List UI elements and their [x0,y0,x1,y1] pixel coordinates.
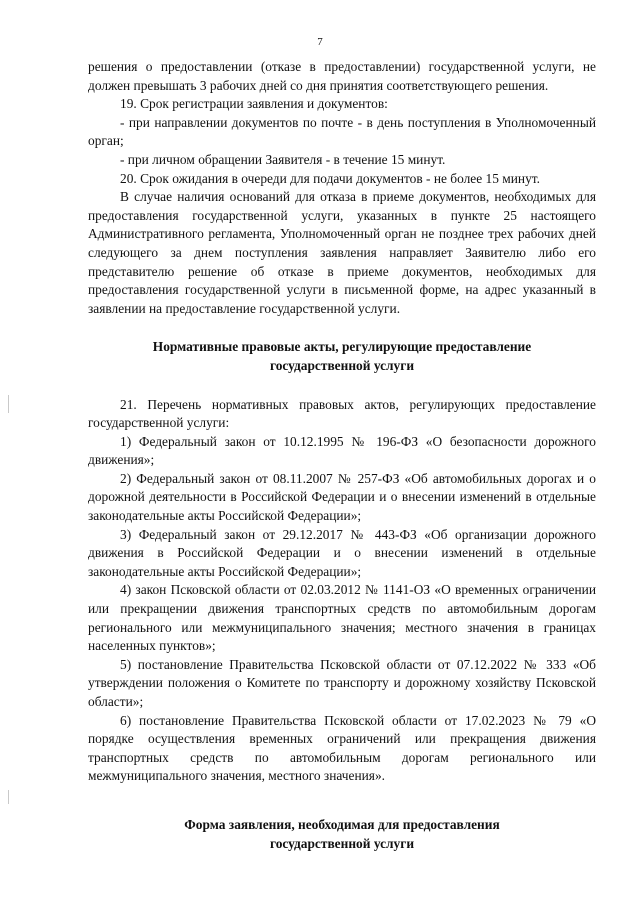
legal-act-item-4: 4) закон Псковской области от 02.03.2012 № 1141-ОЗ «О временных ограничении или прекращении движения транспортных средств по автомобильным дорогам регионального или межмуниципального значения; местного значения в границах населенных пунктов»; [88,582,596,654]
legal-act-item-2: 2) Федеральный закон от 08.11.2007 № 257-ФЗ «Об автомобильных дорогах и о дорожной деятельности в Российской Федерации и о внесении изменений в отдельные законодательные акты Российской Федерации»; [88,470,596,524]
legal-act-item-1: 1) Федеральный закон от 10.12.1995 № 196-ФЗ «О безопасности дорожного движения»; [88,433,596,468]
legal-act-item-6: 6) постановление Правительства Псковской области от 17.02.2023 № 79 «О порядке осуществления временных ограничений или прекращения движения транспортных средств по автомобильным дорогам регионального или межмуниципального значения, местного значения». [88,712,596,784]
margin-scan-mark [8,790,9,804]
paragraph-refusal: В случае наличия оснований для отказа в приеме документов, необходимых для предоставления государственной услуги, указанных в пункте 25 настоящего Административного регламента, Уполномоченный орган не позднее трех рабочих дней следующего за днем поступления заявления направляет Заявителю либо его представителю решение об отказе в приеме документов, необходимых для предоставления государственной услуги в письменной форме, на адрес указанный в заявлении на предоставление государственной услуги. [88,189,596,316]
paragraph-19-mail: - при направлении документов по почте - в день поступления в Уполномоченный орган; [88,114,596,149]
paragraph-20: 20. Срок ожидания в очереди для подачи документов - не более 15 минут. [120,170,540,186]
page-number: 7 [317,36,323,48]
paragraph-continuation: решения о предоставлении (отказе в предоставлении) государственной услуги, не должен превышать 3 рабочих дней со дня принятия соответствующего решения. [88,59,596,93]
document-body [88,58,596,853]
legal-act-item-5: 5) постановление Правительства Псковской области от 07.12.2022 № 333 «Об утверждении положения о Комитете по транспорту и дорожному хозяйству Псковской области»; [88,656,596,709]
paragraph-19-personal: - при личном обращении Заявителя - в течение 15 минут. [120,151,446,167]
section-heading-legal-acts-line1: Нормативные правовые акты, регулирующие предоставление [152,339,532,355]
section-heading-application-form-line1: Форма заявления, необходимая для предоставления [184,816,500,832]
legal-act-item-3: 3) Федеральный закон от 29.12.2017 № 443-ФЗ «Об организации дорожного движения в Российской Федерации и о внесении изменений в отдельные законодательные акты Российской Федерации»; [88,526,596,579]
paragraph-21: 21. Перечень нормативных правовых актов, регулирующих предоставление государственной услуги: [88,396,596,431]
paragraph-19: 19. Срок регистрации заявления и документов: [120,96,388,112]
section-heading-application-form-line2: государственной услуги [269,835,415,851]
margin-scan-mark [8,395,9,413]
section-heading-legal-acts-line2: государственной услуги [269,357,415,373]
